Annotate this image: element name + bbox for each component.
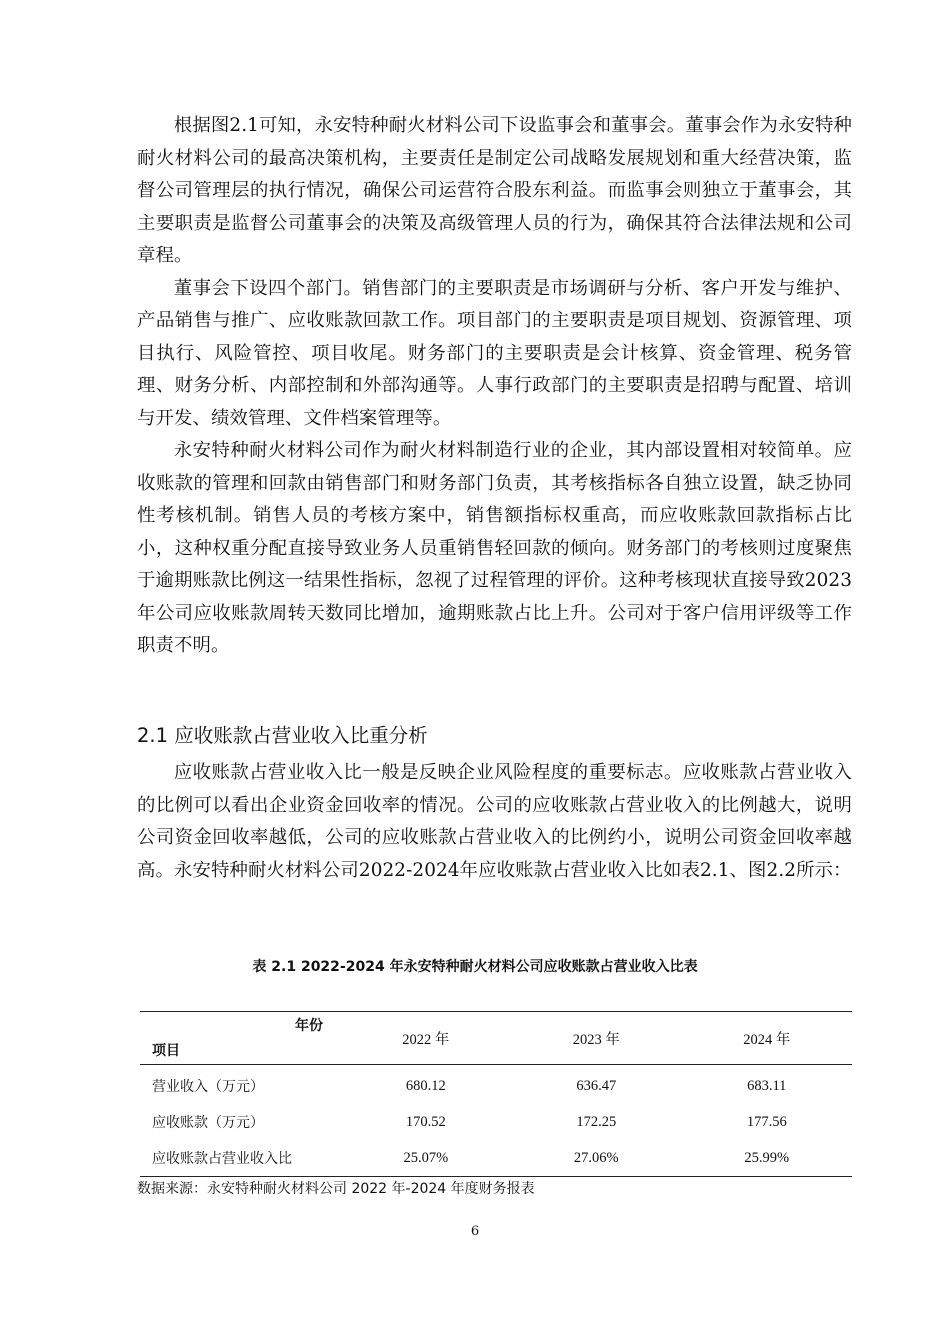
cell-value: 680.12 [405,1077,446,1094]
table-row [140,1140,852,1177]
ratio-table [140,1011,852,1177]
cell-value: 25.07% [403,1149,449,1166]
paragraph-board-structure: 根据图2.1可知，永安特种耐火材料公司下设监事会和董事会。董事会作为永安特种耐火材料公司的最高决策机构，主要责任是制定公司战略发展规划和重大经营决策，监督公司管理层的执行情况，确保公司运营符合股东利益。而监事会则独立于董事会，其主要职责是监督公司董事会的决策及高级管理人员的行为，确保其符合法律法规和公司章程。 [137,115,852,266]
header-year-2024: 2024 年 [743,1031,791,1048]
cell-value: 170.52 [405,1113,446,1130]
header-year-label: 年份 [295,1018,323,1034]
section-heading: 2.1 应收账款占营业收入比重分析 [137,724,428,747]
paragraph-ratio-analysis: 应收账款占营业收入比一般是反映企业风险程度的重要标志。应收账款占营业收入的比例可以看出企业资金回收率的情况。公司的应收账款占营业收入的比例越大，说明公司资金回收率越低，公司的应收账款占营业收入的比例约小，说明公司资金回收率越高。永安特种耐火材料公司2022-2024年应收账款占营业收入比如表2.1、图2.2所示： [137,762,852,881]
page-number: 6 [470,1224,480,1239]
table-header-row [140,1012,852,1065]
body-section-top [137,110,852,663]
table-corner-header [140,1012,341,1065]
source-note: 数据来源：永安特种耐火材料公司 2022 年-2024 年度财务报表 [137,1181,535,1197]
cell-value: 177.56 [746,1113,787,1130]
header-item-label: 项目 [152,1043,180,1059]
cell-value: 172.25 [576,1113,617,1130]
paragraph-assessment: 永安特种耐火材料公司作为耐火材料制造行业的企业，其内部设置相对较简单。应收账款的管理和回款由销售部门和财务部门负责，其考核指标各自独立设置，缺乏协同性考核机制。销售人员的考核方案中，销售额指标权重高，而应收账款回款指标占比小，这种权重分配直接导致业务人员重销售轻回款的倾向。财务部门的考核则过度聚焦于逾期账款比例这一结果性指标，忽视了过程管理的评价。这种考核现状直接导致2023年公司应收账款周转天数同比增加，逾期账款占比上升。公司对于客户信用评级等工作职责不明。 [137,440,852,656]
cell-value: 25.99% [744,1149,790,1166]
cell-value: 683.11 [747,1077,787,1094]
header-year-2022: 2022 年 [402,1031,450,1048]
cell-value: 636.47 [576,1077,617,1094]
table-row [140,1065,852,1105]
row-label-receivables: 应收账款（万元） [152,1115,264,1131]
row-label-ratio: 应收账款占营业收入比 [152,1151,292,1167]
table-caption: 表 2.1 2022-2024 年永安特种耐火材料公司应收账款占营业收入比表 [252,959,698,975]
table-row [140,1104,852,1140]
paragraph-departments: 董事会下设四个部门。销售部门的主要职责是市场调研与分析、客户开发与维护、产品销售与推广、应收账款回款工作。项目部门的主要职责是项目规划、资源管理、项目执行、风险管控、项目收尾。财务部门的主要职责是会计核算、资金管理、税务管理、财务分析、内部控制和外部沟通等。人事行政部门的主要职责是招聘与配置、培训与开发、绩效管理、文件档案管理等。 [137,277,852,429]
cell-value: 27.06% [573,1149,619,1166]
row-label-revenue: 营业收入（万元） [152,1079,264,1095]
body-section-ratio [137,757,852,887]
header-year-2023: 2023 年 [572,1031,620,1048]
